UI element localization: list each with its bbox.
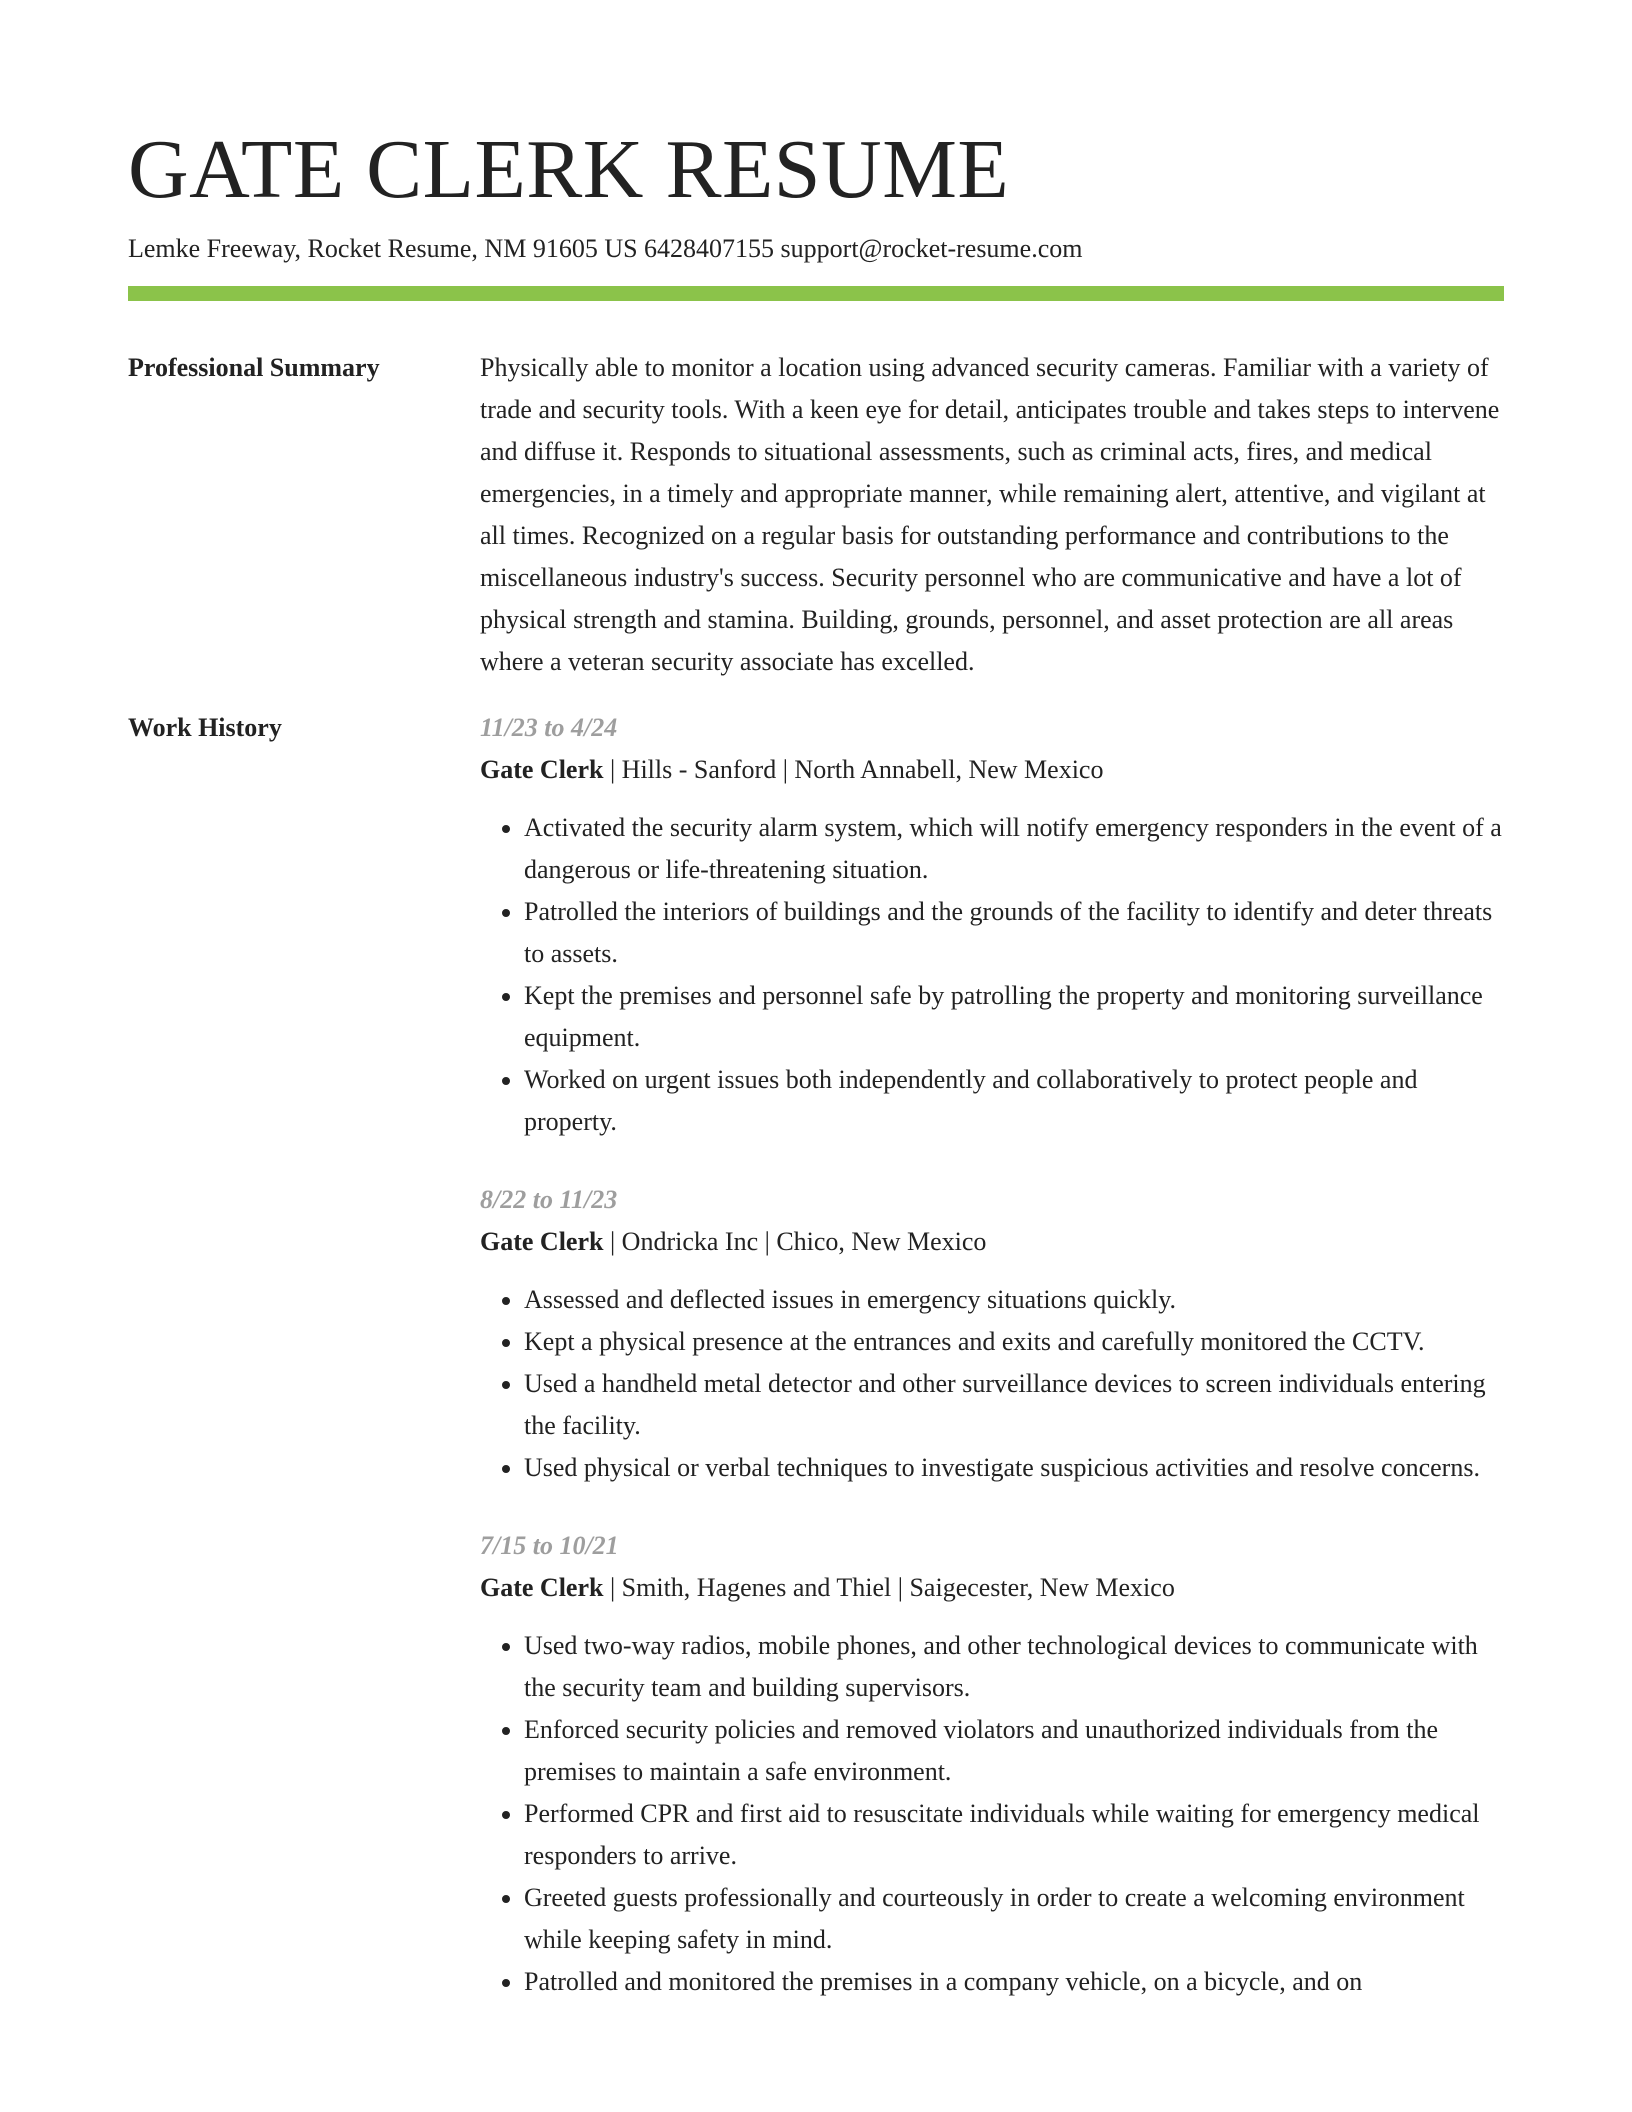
job-entry [480, 1525, 1504, 2003]
job-title-line [480, 1567, 1504, 1609]
job-title-line [480, 749, 1504, 791]
job-details: | Smith, Hagenes and Thiel | Saigecester, New Mexico [603, 1573, 1175, 1602]
job-bullet: • Performed CPR and first aid to resuscitate individuals while waiting for emergency medical responders to arrive. [524, 1793, 1504, 1877]
job-bullet: • Used a handheld metal detector and other surveillance devices to screen individuals entering the facility. [524, 1363, 1504, 1447]
summary-section [128, 347, 1504, 683]
resume-page [128, 120, 1504, 2039]
job-bullets [480, 807, 1504, 1143]
job-bullet: • Assessed and deflected issues in emergency situations quickly. [524, 1279, 1504, 1321]
job-dates: 7/15 to 10/21 [480, 1531, 619, 1560]
resume-title: GATE CLERK RESUME [128, 123, 1010, 216]
contact-info: Lemke Freeway, Rocket Resume, NM 91605 US 6428407155 support@rocket-resume.com [128, 234, 1083, 263]
job-bullet: • Used physical or verbal techniques to investigate suspicious activities and resolve concerns. [524, 1447, 1504, 1489]
job-entry [480, 1179, 1504, 1489]
work-history-heading: Work History [128, 713, 282, 742]
job-bullet: • Worked on urgent issues both independently and collaboratively to protect people and property. [524, 1059, 1504, 1143]
summary-text: Physically able to monitor a location using advanced security cameras. Familiar with a variety of trade and security tools. With a keen eye for detail, anticipates trouble and takes steps to intervene and diffuse it. Responds to situational assessments, such as criminal acts, fires, and medical emergencies, in a timely and appropriate manner, while remaining alert, attentive, and vigilant at all times. Recognized on a regular basis for outstanding performance and contributions to the miscellaneous industry's success. Security personnel who are communicative and have a lot of physical strength and stamina. Building, grounds, personnel, and asset protection are all areas where a veteran security associate has excelled. [480, 353, 1500, 676]
job-dates: 11/23 to 4/24 [480, 713, 618, 742]
job-bullet: • Kept a physical presence at the entrances and exits and carefully monitored the CCTV. [524, 1321, 1504, 1363]
job-bullet: • Greeted guests professionally and courteously in order to create a welcoming environment while keeping safety in mind. [524, 1877, 1504, 1961]
job-bullets [480, 1279, 1504, 1489]
accent-divider [128, 286, 1504, 301]
job-details: | Hills - Sanford | North Annabell, New Mexico [603, 755, 1104, 784]
work-history-section [128, 707, 1504, 2039]
job-title: Gate Clerk [480, 755, 604, 784]
job-title-line [480, 1221, 1504, 1263]
job-title: Gate Clerk [480, 1573, 604, 1602]
job-bullet: • Activated the security alarm system, which will notify emergency responders in the event of a dangerous or life-threatening situation. [524, 807, 1504, 891]
summary-body [480, 347, 1504, 683]
job-bullet: • Kept the premises and personnel safe by patrolling the property and monitoring surveillance equipment. [524, 975, 1504, 1059]
work-history-body [480, 707, 1504, 2039]
job-title: Gate Clerk [480, 1227, 604, 1256]
job-bullets [480, 1625, 1504, 2003]
job-bullet: • Used two-way radios, mobile phones, and other technological devices to communicate with the security team and building supervisors. [524, 1625, 1504, 1709]
job-bullet: • Enforced security policies and removed violators and unauthorized individuals from the premises to maintain a safe environment. [524, 1709, 1504, 1793]
summary-heading: Professional Summary [128, 353, 380, 382]
job-entry [480, 707, 1504, 1143]
job-bullet: • Patrolled the interiors of buildings and the grounds of the facility to identify and deter threats to assets. [524, 891, 1504, 975]
job-bullet: • Patrolled and monitored the premises in a company vehicle, on a bicycle, and on [524, 1961, 1504, 2003]
job-dates: 8/22 to 11/23 [480, 1185, 618, 1214]
job-details: | Ondricka Inc | Chico, New Mexico [603, 1227, 987, 1256]
